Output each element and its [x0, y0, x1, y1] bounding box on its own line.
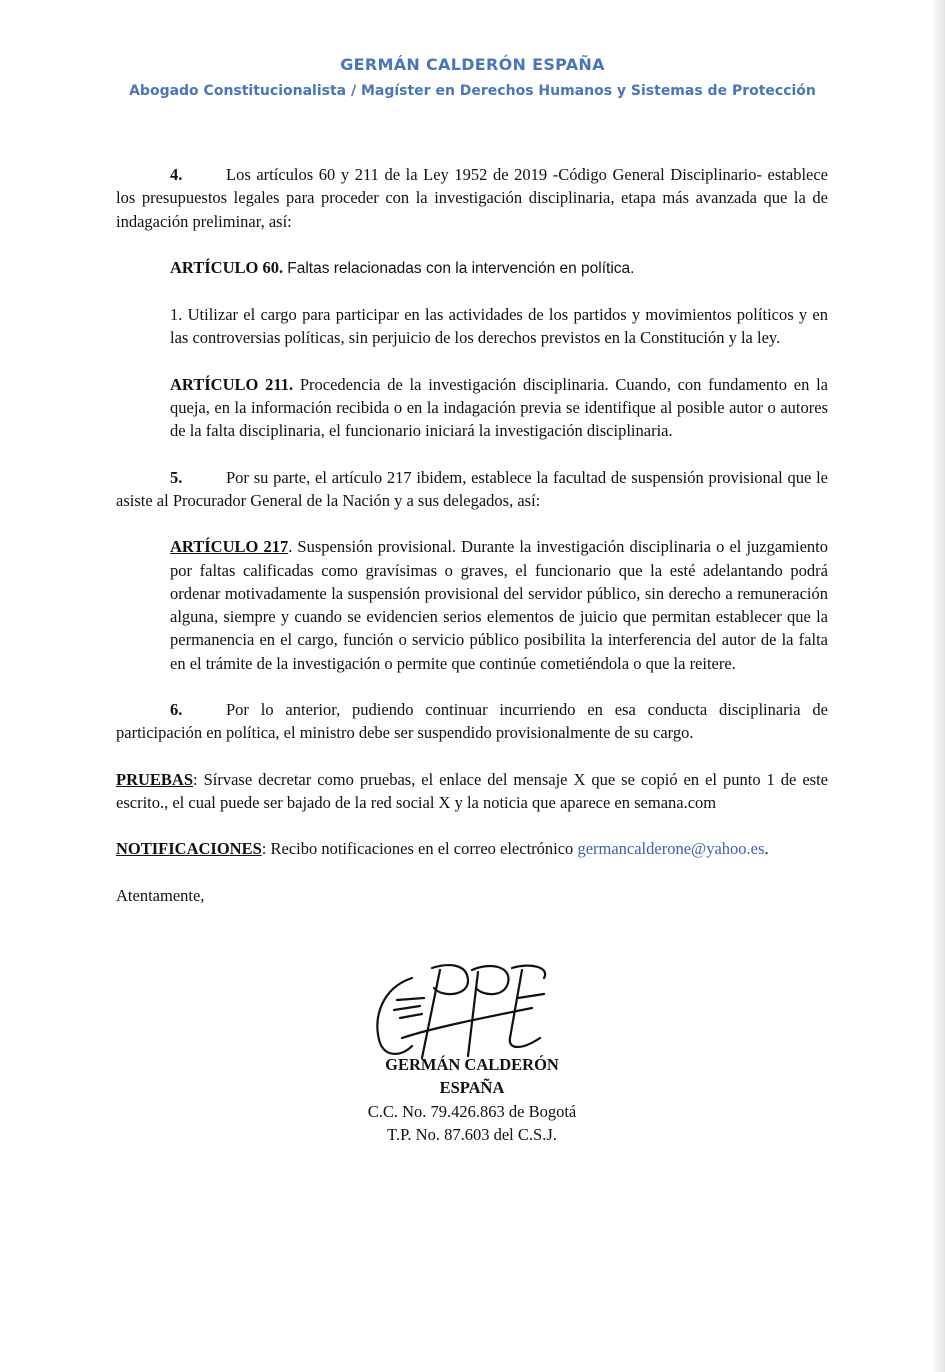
- article-217-text: . Suspensión provisional. Durante la investigación disciplinaria o el juzgamiento por faltas calificadas como gravísimas o graves, el funcionario que la esté adelantando podrá ordenar motivadamente la suspensión provisional del servidor público, sin derecho a remuneración alguna, siempre y cuando se evidencien serios elementos de juicio que permitan establecer que la permanencia en el cargo, función o servicio público posibilita la interferencia del autor de la falta en el trámite de la investigación o permite que continúe cometiéndola o que la reitere.: [170, 537, 829, 673]
- signer-tp: T.P. No. 87.603 del C.S.J.: [387, 1124, 557, 1144]
- letterhead-name: GERMÁN CALDERÓN ESPAÑA: [340, 55, 605, 74]
- article-211-heading: ARTÍCULO 211.: [170, 374, 294, 394]
- article-60-title-text: Faltas relacionadas con la intervención en política.: [287, 259, 635, 277]
- item-number-5: 5.: [170, 467, 183, 487]
- article-217-heading: ARTÍCULO 217: [170, 537, 289, 557]
- signer-name: GERMÁN CALDERÓN ESPAÑA: [385, 1055, 559, 1098]
- paragraph-4: [116, 163, 828, 233]
- article-60-heading: ARTÍCULO 60.: [170, 257, 284, 277]
- pruebas-text: : Sírvase decretar como pruebas, el enlace del mensaje X que se copió en el punto 1 de este escrito., el cual puede ser bajado de la red social X y la noticia que aparece en semana.com: [116, 769, 828, 812]
- item-number-6: 6.: [170, 700, 183, 720]
- handwritten-signature: [372, 958, 552, 1068]
- article-60-item-1: 1. Utilizar el cargo para participar en las actividades de los partidos y movimientos políticos y en las controversias políticas, sin perjuicio de los derechos previstos en la Constitución y la ley.: [170, 305, 828, 348]
- pruebas-paragraph: [116, 768, 828, 815]
- letterhead: [0, 55, 945, 99]
- notificaciones-paragraph: [116, 837, 828, 860]
- article-211: [116, 373, 828, 443]
- item-number-4: 4.: [170, 165, 183, 184]
- article-217: [116, 535, 828, 675]
- pruebas-label: PRUEBAS: [116, 769, 194, 789]
- article-211-text: Procedencia de la investigación disciplinaria. Cuando, con fundamento en la queja, en la información recibida o en la indagación previa se identifique al posible autor o autores de la falta disciplinaria, el funcionario iniciará la investigación disciplinaria.: [170, 374, 828, 441]
- letterhead-subtitle: Abogado Constitucionalista / Magíster en Derechos Humanos y Sistemas de Protección: [129, 83, 816, 99]
- page-edge-shadow: [931, 0, 945, 1372]
- paragraph-6-text: Por lo anterior, pudiendo continuar incurriendo en esa conducta disciplinaria de participación en política, el ministro debe ser suspendido provisionalmente de su cargo.: [116, 700, 828, 743]
- notificaciones-end: .: [764, 839, 769, 859]
- paragraph-4-text: Los artículos 60 y 211 de la Ley 1952 de 2019 -Código General Disciplinario- establece los presupuestos legales para proceder con la investigación disciplinaria, etapa más avanzada que la de indagación preliminar, así:: [116, 165, 828, 231]
- closing: Atentamente,: [116, 885, 205, 905]
- paragraph-5-text: Por su parte, el artículo 217 ibidem, establece la facultad de suspensión provisional que le asiste al Procurador General de la Nación y a sus delegados, así:: [116, 467, 828, 510]
- document-body: [116, 163, 828, 907]
- article-60-title: [116, 256, 828, 280]
- notificaciones-label: NOTIFICACIONES: [116, 839, 262, 859]
- email-link[interactable]: germancalderone@yahoo.es: [577, 839, 765, 859]
- paragraph-6: [116, 698, 828, 745]
- signer-cc: C.C. No. 79.426.863 de Bogotá: [367, 1101, 577, 1121]
- signer-block: [352, 1053, 592, 1146]
- notificaciones-text: : Recibo notificaciones en el correo electrónico: [261, 839, 578, 859]
- paragraph-5: [116, 466, 828, 513]
